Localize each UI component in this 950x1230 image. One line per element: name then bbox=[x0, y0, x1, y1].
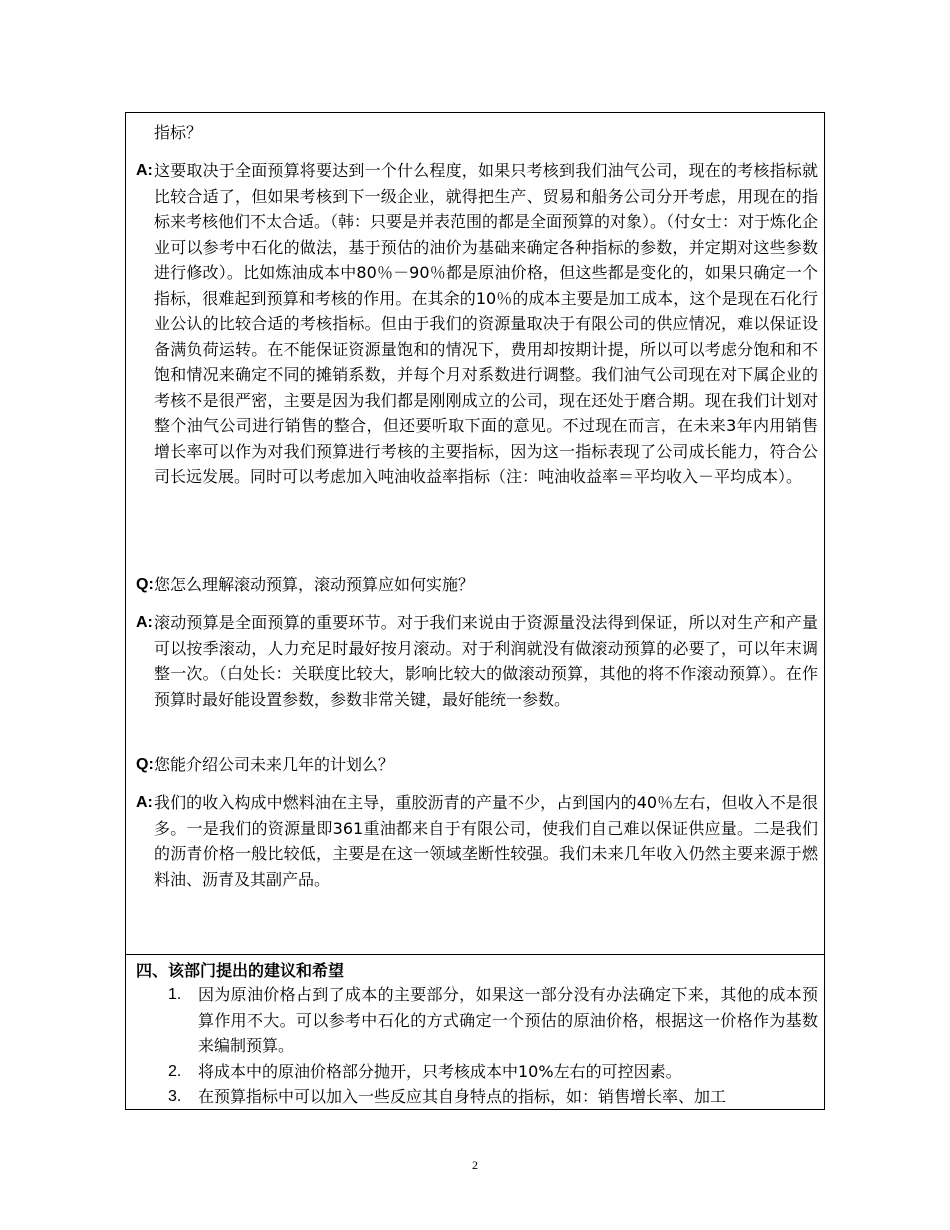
list-text: 在预算指标中可以加入一些反应其自身特点的指标，如：销售增长率、加工 bbox=[198, 1087, 727, 1106]
list-number: 3. bbox=[168, 1088, 182, 1105]
list-text: 因为原油价格占到了成本的主要部分，如果这一部分没有办法确定下来，其他的成本预算作用不大。可以参考中石化的方式确定一个预估的原油价格，根据这一价格作为基数来编制预算。 bbox=[198, 985, 818, 1055]
continued-fragment: 指标？ bbox=[154, 123, 203, 142]
list-number: 2. bbox=[168, 1062, 182, 1080]
answer-1 bbox=[136, 158, 818, 490]
table-frame bbox=[125, 112, 825, 1110]
qa-label: A: bbox=[136, 614, 153, 631]
suggestion-list bbox=[136, 982, 818, 1110]
answer-2 bbox=[136, 610, 818, 712]
page-number: 2 bbox=[472, 1158, 478, 1172]
qa-label: Q: bbox=[136, 756, 154, 773]
answer-3 bbox=[136, 790, 818, 892]
qa-text: 滚动预算是全面预算的重要环节。对于我们来说由于资源量没法得到保证，所以对生产和产量可以按季滚动，人力充足时最好按月滚动。对于利润就没有做滚动预算的必要了，可以年末调整一次。（白处长：关联度比较大，影响比较大的做滚动预算，其他的将不作滚动预算）。在作预算时最好能设置参数，参数非常关键，最好能统一参数。 bbox=[154, 613, 818, 709]
question-2 bbox=[136, 572, 818, 598]
list-item bbox=[136, 1084, 818, 1110]
section-heading: 四、该部门提出的建议和希望 bbox=[136, 961, 345, 980]
interview-qa-section bbox=[126, 113, 824, 955]
qa-text: 您能介绍公司未来几年的计划么？ bbox=[154, 755, 395, 774]
qa-text: 您怎么理解滚动预算，滚动预算应如何实施？ bbox=[154, 575, 475, 594]
qa-text: 这要取决于全面预算将要达到一个什么程度，如果只考核到我们油气公司，现在的考核指标就比较合适了，但如果考核到下一级企业，就得把生产、贸易和船务公司分开考虑，用现在的指标来考核他们不太合适。（韩：只要是并表范围的都是全面预算的对象）。（付女士：对于炼化企业可以参考中石化的做法，基于预估的油价为基础来确定各种指标的参数，并定期对这些参数进行修改）。比如炼油成本中80％－90％都是原油价格，但这些都是变化的，如果只确定一个指标，很难起到预算和考核的作用。在其余的10％的成本主要是加工成本，这个是现在石化行业公认的比较合适的考核指标。但由于我们的资源量取决于有限公司的供应情况，难以保证设备满负荷运转。在不能保证资源量饱和的情况下，费用却按期计提，所以可以考虑分饱和和不饱和情况来确定不同的摊销系数，并每个月对系数进行调整。我们油气公司现在对下属企业的考核不是很严密，主要是因为我们都是刚刚成立的公司，现在还处于磨合期。现在我们计划对整个油气公司进行销售的整合，但还要听取下面的意见。不过现在而言，在未来3年内用销售增长率可以作为对我们预算进行考核的主要指标，因为这一指标表现了公司成长能力，符合公司长远发展。同时可以考虑加入吨油收益率指标（注：吨油收益率＝平均收入－平均成本）。 bbox=[154, 161, 819, 486]
list-item bbox=[136, 982, 818, 1059]
qa-text: 我们的收入构成中燃料油在主导，重胶沥青的产量不少，占到国内的40％左右，但收入不是很多。一是我们的资源量即361重油都来自于有限公司，使我们自己难以保证供应量。二是我们的沥青价格一般比较低，主要是在这一领域垄断性较强。我们未来几年收入仍然主要来源于燃料油、沥青及其副产品。 bbox=[154, 793, 818, 889]
list-item bbox=[136, 1059, 818, 1085]
question-3 bbox=[136, 752, 818, 778]
qa-label: A: bbox=[136, 794, 153, 811]
qa-label: A: bbox=[136, 162, 153, 179]
list-number: 1. bbox=[168, 986, 182, 1003]
list-text: 将成本中的原油价格部分抛开，只考核成本中10%左右的可控因素。 bbox=[198, 1061, 682, 1081]
qa-label: Q: bbox=[136, 576, 154, 593]
